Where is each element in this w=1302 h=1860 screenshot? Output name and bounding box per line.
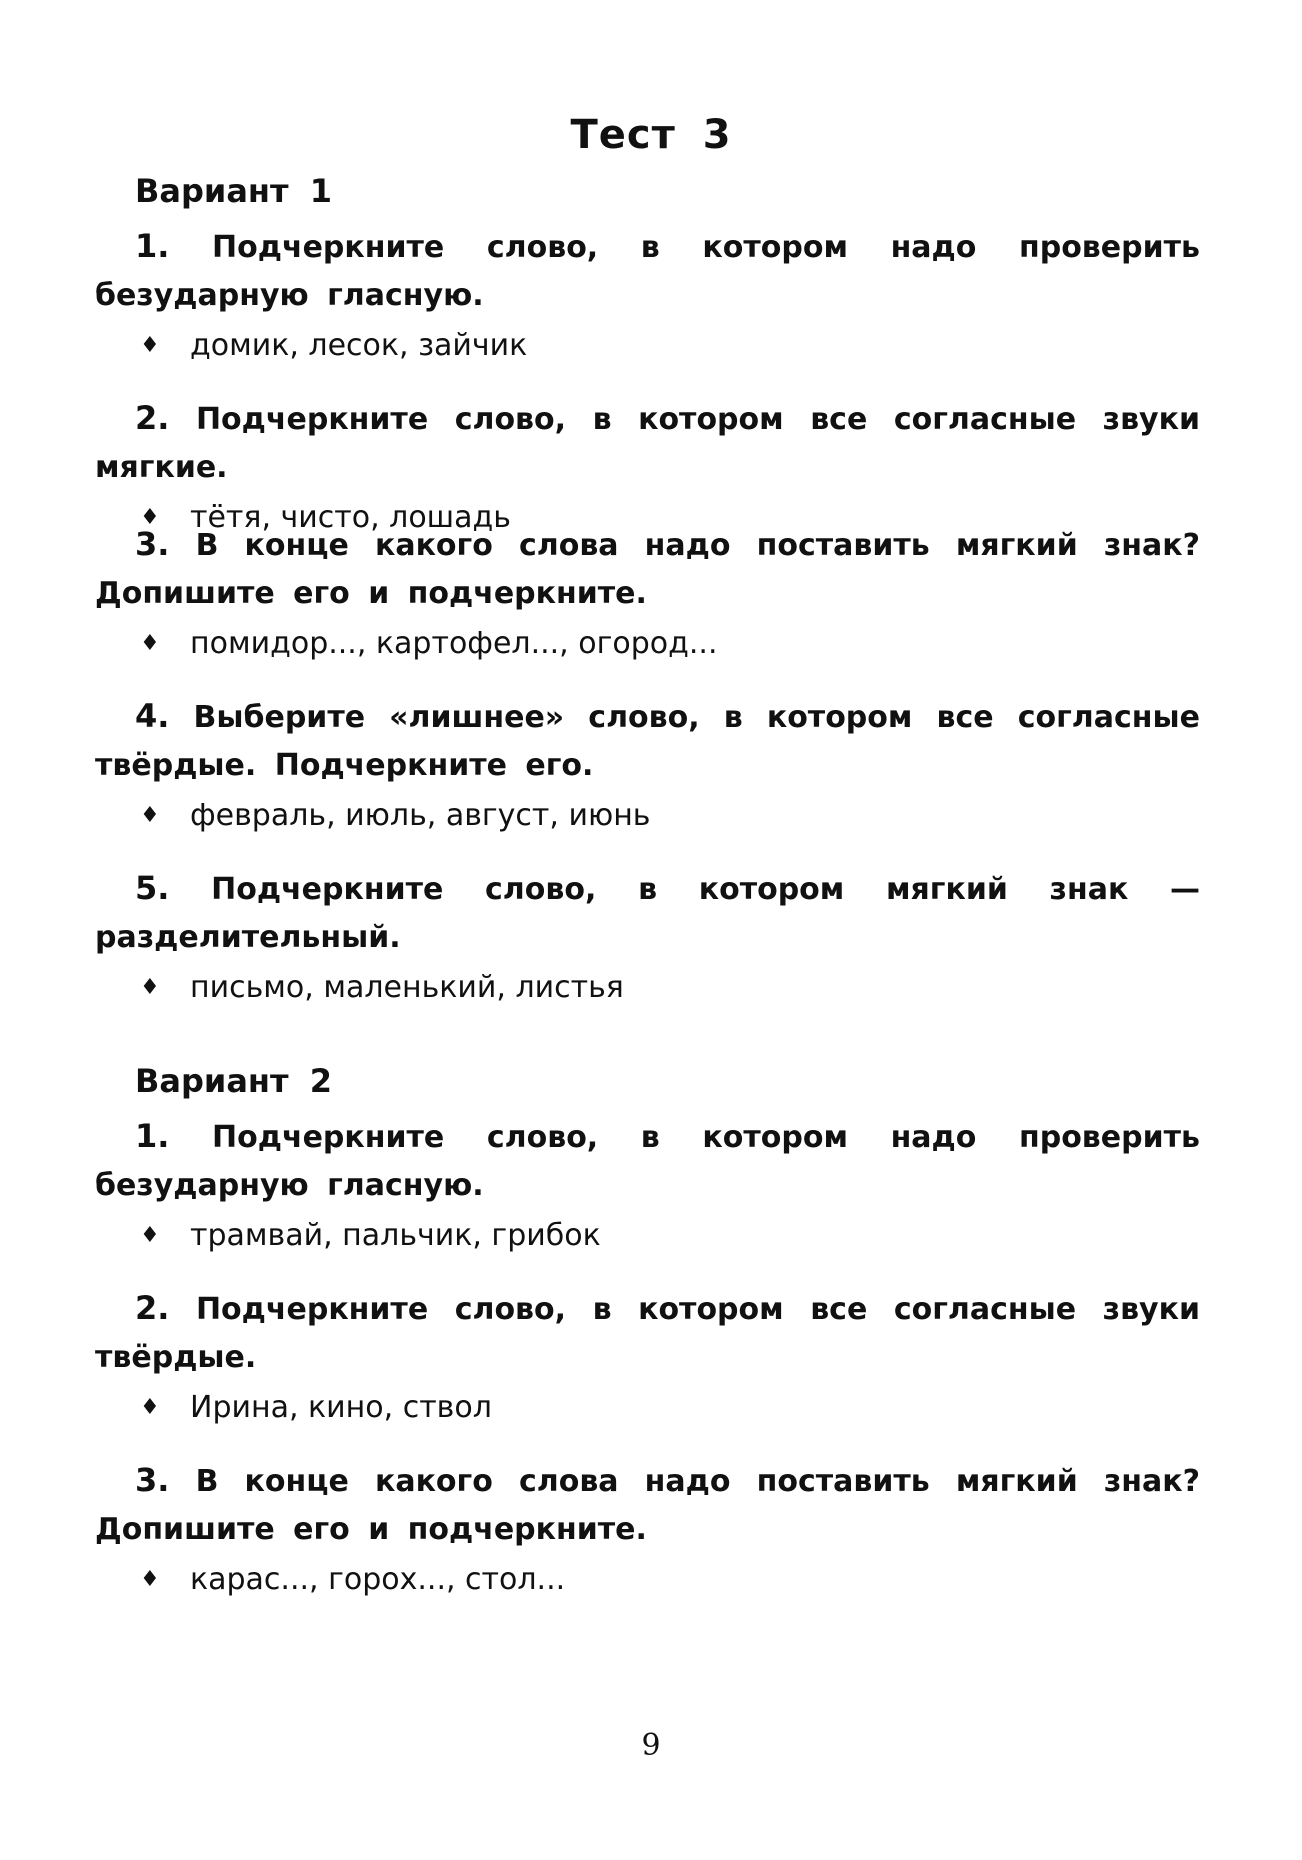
diamond-bullet-icon: ♦ <box>140 505 160 530</box>
variant-2-task-2 <box>95 1284 1200 1428</box>
task-answer <box>95 1216 1200 1256</box>
task-answer <box>95 1388 1200 1428</box>
page-title: Тест 3 <box>570 112 732 158</box>
variant-1-task-5 <box>95 864 1200 1008</box>
task-question <box>95 222 1200 320</box>
task-number: 3. <box>135 525 170 563</box>
task-text: Подчеркните слово, в котором надо проверить безударную гласную. <box>95 230 1200 313</box>
task-question <box>95 864 1200 962</box>
task-answer <box>95 1560 1200 1600</box>
task-text: Подчеркните слово, в котором все согласные звуки мягкие. <box>95 402 1200 485</box>
task-text: Подчеркните слово, в котором надо проверить безударную гласную. <box>95 1120 1200 1203</box>
task-answer <box>95 624 1200 664</box>
task-text: Выберите «лишнее» слово, в котором все согласные твёрдые. Подчеркните его. <box>95 700 1200 783</box>
task-text: Подчеркните слово, в котором все согласные звуки твёрдые. <box>95 1292 1200 1375</box>
answer-words: письмо, маленький, листья <box>190 970 624 1005</box>
task-text: В конце какого слова надо поставить мягкий знак? Допишите его и подчеркните. <box>95 1464 1201 1547</box>
diamond-bullet-icon: ♦ <box>140 333 160 358</box>
variant-2-task-3 <box>95 1456 1200 1600</box>
task-question <box>95 692 1200 790</box>
task-number: 1. <box>135 227 170 265</box>
answer-words: февраль, июль, август, июнь <box>190 798 651 833</box>
variant-2-heading: Вариант 2 <box>135 1062 332 1100</box>
diamond-bullet-icon: ♦ <box>140 1395 160 1420</box>
diamond-bullet-icon: ♦ <box>140 631 160 656</box>
task-answer <box>95 796 1200 836</box>
page-number: 9 <box>641 1728 661 1763</box>
task-question <box>95 1112 1200 1210</box>
task-question <box>95 520 1200 618</box>
task-number: 2. <box>135 399 170 437</box>
task-answer <box>95 968 1200 1008</box>
variant-1-heading: Вариант 1 <box>135 172 332 210</box>
answer-words: домик, лесок, зайчик <box>190 328 528 363</box>
task-number: 4. <box>135 697 170 735</box>
answer-words: тётя, чисто, лошадь <box>190 500 511 535</box>
variant-1-task-1 <box>95 222 1200 366</box>
diamond-bullet-icon: ♦ <box>140 803 160 828</box>
variant-2-task-1 <box>95 1112 1200 1256</box>
task-answer <box>95 326 1200 366</box>
variant-1-task-2 <box>95 394 1200 538</box>
task-number: 1. <box>135 1117 170 1155</box>
task-text: Подчеркните слово, в котором мягкий знак — разделительный. <box>95 872 1201 955</box>
task-question <box>95 394 1200 492</box>
task-text: В конце какого слова надо поставить мягкий знак? Допишите его и подчеркните. <box>95 528 1201 611</box>
diamond-bullet-icon: ♦ <box>140 1223 160 1248</box>
answer-words: помидор..., картофел..., огород... <box>190 626 718 661</box>
answer-words: карас..., горох..., стол... <box>190 1562 566 1597</box>
diamond-bullet-icon: ♦ <box>140 1567 160 1592</box>
task-question <box>95 1456 1200 1554</box>
answer-words: Ирина, кино, ствол <box>190 1390 492 1425</box>
task-question <box>95 1284 1200 1382</box>
variant-1-task-4 <box>95 692 1200 836</box>
task-number: 5. <box>135 869 170 907</box>
diamond-bullet-icon: ♦ <box>140 975 160 1000</box>
answer-words: трамвай, пальчик, грибок <box>190 1218 601 1253</box>
variant-1-task-3 <box>95 520 1200 664</box>
task-number: 3. <box>135 1461 170 1499</box>
task-number: 2. <box>135 1289 170 1327</box>
